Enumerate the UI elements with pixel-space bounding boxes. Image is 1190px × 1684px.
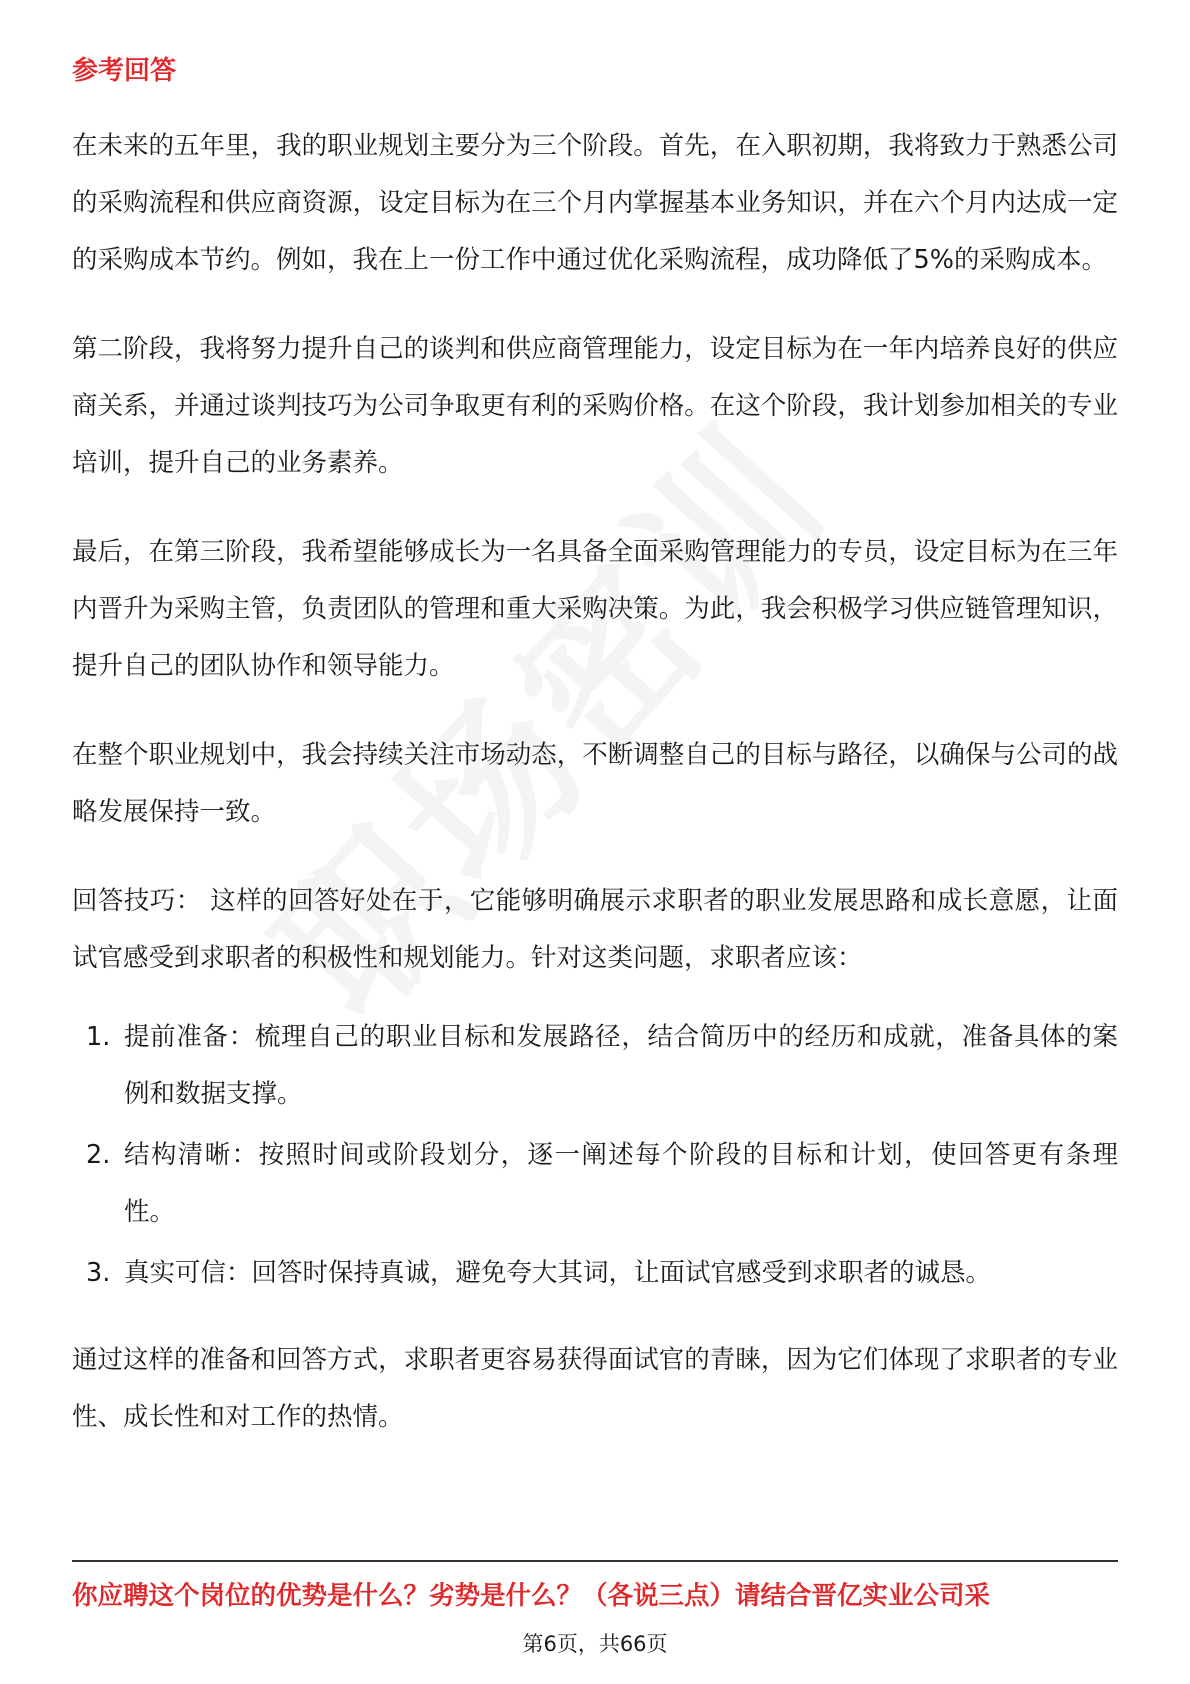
next-question-heading: 你应聘这个岗位的优势是什么？劣势是什么？（各说三点）请结合晋亿实业公司采 xyxy=(72,1581,991,1611)
footer-divider xyxy=(72,1560,1118,1562)
list-item-number: 3. xyxy=(86,1258,111,1288)
paragraph-stage-one: 在未来的五年里，我的职业规划主要分为三个阶段。首先，在入职初期，我将致力于熟悉公司的采购流程和供应商资源，设定目标为在三个月内掌握基本业务知识，并在六个月内达成一定的采购成本节约。例如，我在上一份工作中通过优化采购流程，成功降低了5%的采购成本。 xyxy=(72,131,1118,275)
tips-list xyxy=(72,1009,1118,1302)
paragraph-stage-two: 第二阶段，我将努力提升自己的谈判和供应商管理能力，设定目标为在一年内培养良好的供应商关系，并通过谈判技巧为公司争取更有利的采购价格。在这个阶段，我计划参加相关的专业培训，提升自己的业务素养。 xyxy=(72,334,1118,478)
list-item xyxy=(72,1245,1118,1302)
paragraph-closing: 通过这样的准备和回答方式，求职者更容易获得面试官的青睐，因为它们体现了求职者的专业性、成长性和对工作的热情。 xyxy=(72,1345,1118,1432)
document-page xyxy=(72,0,1118,1684)
list-item-number: 2. xyxy=(86,1140,111,1170)
paragraph-overall: 在整个职业规划中，我会持续关注市场动态，不断调整自己的目标与路径，以确保与公司的战略发展保持一致。 xyxy=(72,740,1118,827)
list-item-text: 真实可信：回答时保持真诚，避免夸大其词，让面试官感受到求职者的诚恳。 xyxy=(124,1258,992,1288)
list-item xyxy=(72,1009,1118,1123)
paragraph-tips-intro: 回答技巧： 这样的回答好处在于，它能够明确展示求职者的职业发展思路和成长意愿，让面试官感受到求职者的积极性和规划能力。针对这类问题，求职者应该： xyxy=(72,886,1118,973)
list-item xyxy=(72,1127,1118,1241)
list-item-text: 提前准备：梳理自己的职业目标和发展路径，结合简历中的经历和成就，准备具体的案例和数据支撑。 xyxy=(124,1022,1118,1109)
section-title: 参考回答 xyxy=(72,56,177,86)
list-item-number: 1. xyxy=(86,1022,111,1052)
paragraph-stage-three: 最后，在第三阶段，我希望能够成长为一名具备全面采购管理能力的专员，设定目标为在三年内晋升为采购主管，负责团队的管理和重大采购决策。为此，我会积极学习供应链管理知识，提升自己的团队协作和领导能力。 xyxy=(72,537,1118,681)
list-item-text: 结构清晰：按照时间或阶段划分，逐一阐述每个阶段的目标和计划，使回答更有条理性。 xyxy=(124,1140,1118,1227)
page-number: 第6页，共66页 xyxy=(522,1632,668,1656)
answer-body xyxy=(72,118,1118,1478)
